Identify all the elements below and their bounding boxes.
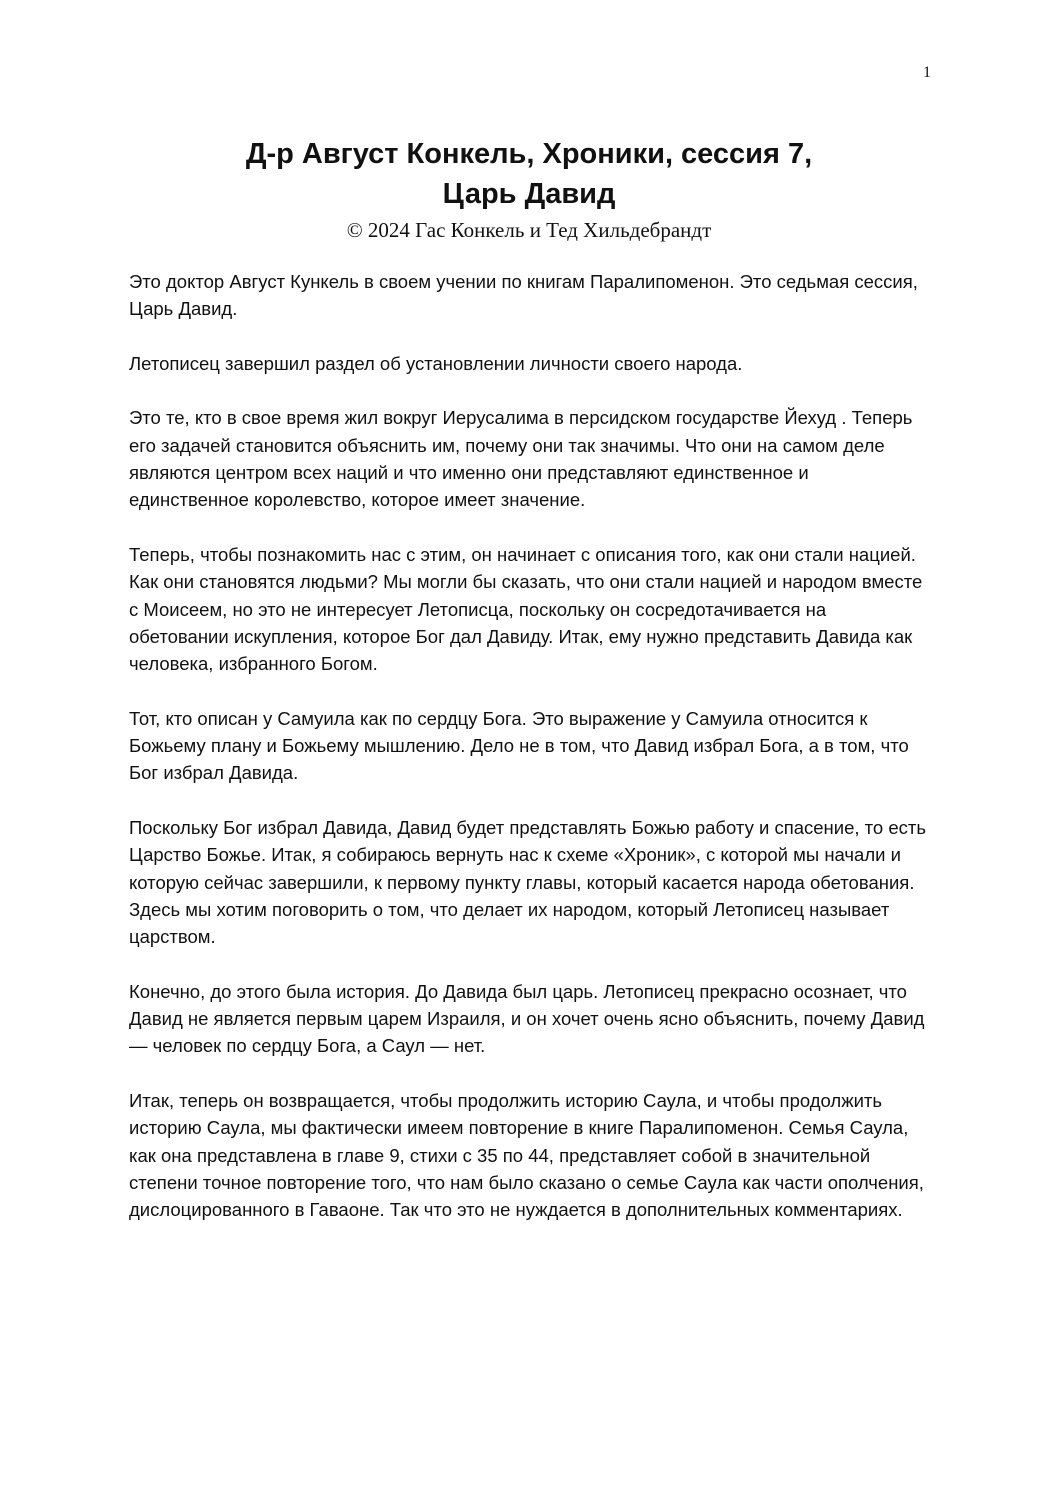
paragraph-5: Тот, кто описан у Самуила как по сердцу Бога. Это выражение у Самуила относится к Божьему плану и Божьему мышлению. Дело не в том, что Давид избрал Бога, а в том, что Бог избрал Давида. xyxy=(129,707,909,784)
title-line-2: Царь Давид xyxy=(442,178,616,210)
paragraph-6: Поскольку Бог избрал Давида, Давид будет представлять Божью работу и спасение, то есть Царство Божье. Итак, я собираюсь вернуть нас к схеме «Хроник», с которой мы начали и которую сейчас завершили, к первому пункту главы, который касается народа обетования. Здесь мы хотим поговорить о том, что делает их народом, который Летописец называет царством. xyxy=(129,816,927,948)
page-number: 1 xyxy=(923,64,931,81)
paragraph-2: Летописец завершил раздел об установлении личности своего народа. xyxy=(129,352,743,374)
paragraph-7: Конечно, до этого была история. До Давида был царь. Летописец прекрасно осознает, что Давид не является первым царем Израиля, и он хочет очень ясно объяснить, почему Давид — человек по сердцу Бога, а Саул — нет. xyxy=(129,980,925,1057)
document-title xyxy=(0,134,1058,214)
paragraph-3: Это те, кто в свое время жил вокруг Иерусалима в персидском государстве Йехуд . Теперь его задачей становится объяснить им, почему они так значимы. Что они на самом деле являются центром всех наций и что именно они представляют единственное и единственное королевство, которое имеет значение. xyxy=(129,407,913,511)
paragraph-8: Итак, теперь он возвращается, чтобы продолжить историю Саула, и чтобы продолжить историю Саула, мы фактически имеем повторение в книге Паралипоменон. Семья Саула, как она представлена в главе 9, стихи с 35 по 44, представляет собой в значительной степени точное повторение того, что нам было сказано о семье Саула как части ополчения, дислоцированного в Гаваоне. Так что это не нуждается в дополнительных комментариях. xyxy=(129,1089,924,1221)
paragraph-4: Теперь, чтобы познакомить нас с этим, он начинает с описания того, как они стали нацией. Как они становятся людьми? Мы могли бы сказать, что они стали нацией и народом вместе с Моисеем, но это не интересует Летописца, поскольку он сосредотачивается на обетовании искупления, которое Бог дал Давиду. Итак, ему нужно представить Давида как человека, избранного Богом. xyxy=(129,543,923,675)
document-body xyxy=(129,268,929,1251)
paragraph-1: Это доктор Август Кункель в своем учении по книгам Паралипоменон. Это седьмая сессия, Царь Давид. xyxy=(129,271,918,320)
title-line-1: Д-р Август Конкель, Хроники, сессия 7, xyxy=(245,138,813,170)
copyright-line: © 2024 Гас Конкель и Тед Хильдебрандт xyxy=(346,218,712,242)
